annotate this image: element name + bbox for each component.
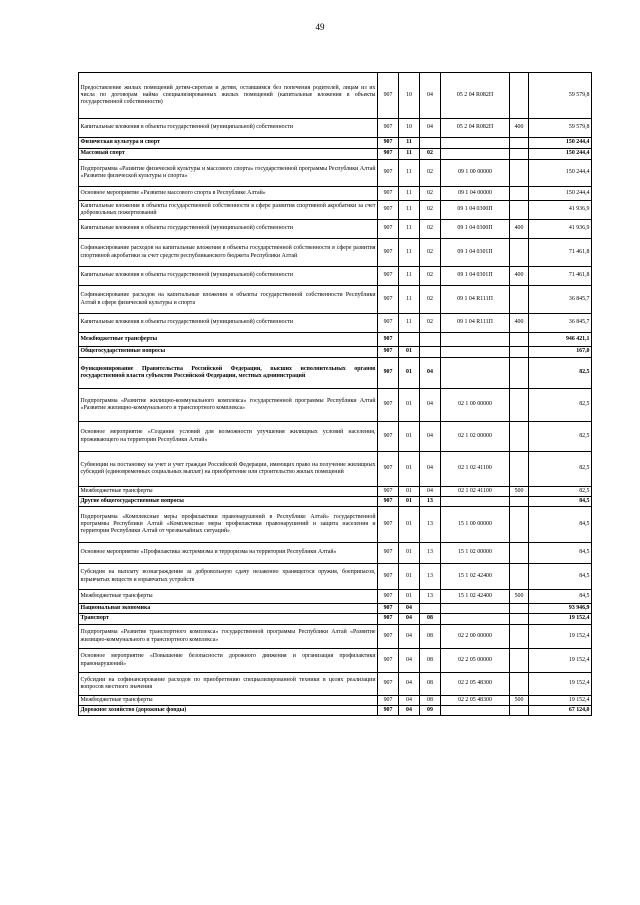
row-subsection: 08	[420, 673, 441, 696]
table-row	[79, 149, 592, 160]
row-section: 01	[399, 590, 420, 604]
row-expense-type	[510, 333, 529, 347]
table-row	[79, 347, 592, 358]
row-section: 04	[399, 696, 420, 706]
row-name: Функционирование Правительства Российской Федерации, высших исполнительных органов государственной власти субъектов Российской Федерации, местных администраций	[79, 358, 378, 389]
row-subsection: 02	[420, 149, 441, 160]
row-expense-type	[510, 673, 529, 696]
row-subsection: 13	[420, 564, 441, 590]
row-expense-type	[510, 604, 529, 614]
row-subsection: 04	[420, 119, 441, 138]
row-expense-type	[510, 201, 529, 220]
row-amount: 82,5	[529, 358, 592, 389]
row-target-article: 09 1 04 0300П	[441, 201, 510, 220]
row-target-article: 09 1 04 00000	[441, 187, 510, 201]
row-grbs: 907	[378, 696, 399, 706]
row-amount: 84,5	[529, 497, 592, 507]
row-grbs: 907	[378, 138, 399, 149]
row-section: 04	[399, 706, 420, 716]
table-row	[79, 187, 592, 201]
table-row	[79, 590, 592, 604]
row-expense-type: 400	[510, 119, 529, 138]
row-target-article: 05 2 04 R082П	[441, 119, 510, 138]
row-subsection: 04	[420, 452, 441, 487]
row-name: Подпрограмма «Развитие физической культуры и массового спорта» государственной программы Республики Алтай «Развитие физической культуры и спорта»	[79, 160, 378, 187]
row-target-article	[441, 333, 510, 347]
row-amount: 946 421,1	[529, 333, 592, 347]
row-name: Субсидия на выплату вознаграждения за добровольную сдачу незаконно хранящегося оружия, боеприпасов, взрывчатых веществ и взрывчатых устройств	[79, 564, 378, 590]
row-target-article: 09 1 00 00000	[441, 160, 510, 187]
row-name: Софинансирование расходов на капитальные вложения в объекты государственной собственности Республики Алтай в сфере физической культуры и спорта	[79, 286, 378, 314]
table-row	[79, 696, 592, 706]
row-subsection	[420, 347, 441, 358]
row-section: 11	[399, 267, 420, 286]
row-amount: 82,5	[529, 452, 592, 487]
row-target-article: 02 1 00 00000	[441, 389, 510, 422]
row-target-article: 02 2 05 48300	[441, 673, 510, 696]
row-amount: 84,5	[529, 564, 592, 590]
row-section: 01	[399, 543, 420, 564]
table-row	[79, 314, 592, 333]
row-target-article: 15 1 02 42400	[441, 590, 510, 604]
row-target-article	[441, 604, 510, 614]
row-expense-type	[510, 187, 529, 201]
row-grbs: 907	[378, 286, 399, 314]
page-number: 49	[315, 22, 325, 32]
row-expense-type	[510, 543, 529, 564]
row-expense-type	[510, 239, 529, 267]
row-target-article: 15 1 02 42400	[441, 564, 510, 590]
table-row	[79, 286, 592, 314]
row-amount: 93 946,9	[529, 604, 592, 614]
table-row	[79, 119, 592, 138]
row-amount: 67 124,0	[529, 706, 592, 716]
row-grbs: 907	[378, 187, 399, 201]
row-subsection: 02	[420, 187, 441, 201]
row-expense-type: 400	[510, 314, 529, 333]
row-section: 11	[399, 138, 420, 149]
row-target-article: 02 2 05 48300	[441, 696, 510, 706]
row-name: Межбюджетные трансферты	[79, 590, 378, 604]
row-subsection: 04	[420, 73, 441, 119]
row-name: Межбюджетные трансферты	[79, 333, 378, 347]
row-amount: 41 936,9	[529, 201, 592, 220]
row-expense-type	[510, 73, 529, 119]
row-name: Подпрограмма «Развитие транспортного комплекса» государственной программы Республики Алтай «Развитие жилищно-коммунального и транспортного комплекса»	[79, 625, 378, 649]
row-target-article	[441, 358, 510, 389]
row-target-article: 02 1 02 41100	[441, 452, 510, 487]
row-grbs: 907	[378, 267, 399, 286]
row-name: Основное мероприятие «Развитие массового спорта в Республике Алтай»	[79, 187, 378, 201]
row-subsection: 13	[420, 497, 441, 507]
table-row	[79, 706, 592, 716]
table-row	[79, 73, 592, 119]
row-grbs: 907	[378, 564, 399, 590]
row-grbs: 907	[378, 314, 399, 333]
table-row	[79, 201, 592, 220]
row-section: 01	[399, 422, 420, 452]
row-amount: 71 461,8	[529, 239, 592, 267]
row-expense-type	[510, 497, 529, 507]
row-amount: 82,5	[529, 487, 592, 497]
row-expense-type	[510, 564, 529, 590]
table-row	[79, 614, 592, 625]
row-subsection: 04	[420, 487, 441, 497]
budget-table	[78, 72, 592, 716]
row-section: 10	[399, 73, 420, 119]
row-section: 01	[399, 347, 420, 358]
table-row	[79, 358, 592, 389]
row-name: Другие общегосударственные вопросы	[79, 497, 378, 507]
row-section: 10	[399, 119, 420, 138]
row-expense-type	[510, 389, 529, 422]
row-name: Капитальные вложения в объекты государственной (муниципальной) собственности	[79, 314, 378, 333]
row-name: Общегосударственные вопросы	[79, 347, 378, 358]
table-row	[79, 673, 592, 696]
row-grbs: 907	[378, 73, 399, 119]
row-target-article: 09 1 04 R111П	[441, 286, 510, 314]
table-row	[79, 389, 592, 422]
table-row	[79, 543, 592, 564]
row-name: Основное мероприятие «Профилактика экстремизма и терроризма на территории Республики Алтай»	[79, 543, 378, 564]
row-section: 11	[399, 220, 420, 239]
row-section: 01	[399, 497, 420, 507]
row-subsection: 02	[420, 286, 441, 314]
row-expense-type	[510, 649, 529, 673]
row-grbs: 907	[378, 543, 399, 564]
row-section: 11	[399, 286, 420, 314]
row-section: 01	[399, 564, 420, 590]
row-expense-type	[510, 138, 529, 149]
row-section: 11	[399, 187, 420, 201]
row-section: 11	[399, 149, 420, 160]
row-name: Массовый спорт	[79, 149, 378, 160]
table-row	[79, 267, 592, 286]
row-name: Физическая культура и спорт	[79, 138, 378, 149]
row-name: Субсидии на софинансирование расходов по приобретению специализированной техники в целях реализации вопросов местного значения	[79, 673, 378, 696]
row-expense-type	[510, 286, 529, 314]
row-subsection: 04	[420, 389, 441, 422]
row-grbs: 907	[378, 389, 399, 422]
row-target-article: 09 1 04 0300П	[441, 220, 510, 239]
row-name: Капитальные вложения в объекты государственной (муниципальной) собственности	[79, 220, 378, 239]
table-row	[79, 507, 592, 543]
row-subsection: 04	[420, 358, 441, 389]
row-subsection: 13	[420, 590, 441, 604]
row-grbs: 907	[378, 487, 399, 497]
row-target-article: 05 2 04 R082П	[441, 73, 510, 119]
row-section: 04	[399, 604, 420, 614]
row-grbs: 907	[378, 119, 399, 138]
row-amount: 82,5	[529, 422, 592, 452]
row-name: Софинансирование расходов на капитальные вложения в объекты государственной собственности в сфере развития спортивной акробатики за счет средств республиканского бюджета Республики Алтай	[79, 239, 378, 267]
row-name: Межбюджетные трансферты	[79, 487, 378, 497]
row-amount: 36 845,7	[529, 314, 592, 333]
row-target-article	[441, 149, 510, 160]
row-subsection	[420, 138, 441, 149]
row-section: 04	[399, 673, 420, 696]
row-amount: 19 152,4	[529, 614, 592, 625]
row-expense-type	[510, 614, 529, 625]
row-grbs: 907	[378, 347, 399, 358]
row-amount: 59 579,8	[529, 119, 592, 138]
row-subsection: 02	[420, 220, 441, 239]
table-row	[79, 487, 592, 497]
row-grbs: 907	[378, 239, 399, 267]
table-row	[79, 604, 592, 614]
table-row	[79, 160, 592, 187]
row-expense-type	[510, 706, 529, 716]
row-grbs: 907	[378, 649, 399, 673]
row-section: 01	[399, 452, 420, 487]
row-grbs: 907	[378, 507, 399, 543]
row-grbs: 907	[378, 625, 399, 649]
row-amount: 19 152,4	[529, 673, 592, 696]
row-grbs: 907	[378, 149, 399, 160]
row-section: 11	[399, 201, 420, 220]
row-subsection: 08	[420, 614, 441, 625]
row-subsection	[420, 333, 441, 347]
row-grbs: 907	[378, 422, 399, 452]
row-name: Межбюджетные трансферты	[79, 696, 378, 706]
row-subsection: 04	[420, 422, 441, 452]
row-subsection: 02	[420, 201, 441, 220]
row-section	[399, 333, 420, 347]
row-target-article	[441, 138, 510, 149]
row-name: Субвенции на постановку на учет и учет граждан Российской Федерации, имеющих право на получение жилищных субсидий (единовременных социальных выплат) на приобретение или строительство жилых помещений	[79, 452, 378, 487]
row-expense-type	[510, 625, 529, 649]
row-amount: 19 152,4	[529, 649, 592, 673]
row-section: 04	[399, 649, 420, 673]
table-row	[79, 497, 592, 507]
row-subsection	[420, 604, 441, 614]
row-expense-type	[510, 422, 529, 452]
row-name: Основное мероприятие «Повышение безопасности дорожного движения и организация профилактики правонарушений»	[79, 649, 378, 673]
row-target-article: 02 2 00 00000	[441, 625, 510, 649]
row-name: Подпрограмма «Комплексные меры профилактики правонарушений в Республике Алтай» государственной программы Республики Алтай «Комплексные меры профилактики правонарушений и защита населения и территории Республики Алтай от чрезвычайных ситуаций»	[79, 507, 378, 543]
table-row	[79, 649, 592, 673]
row-amount: 150 244,4	[529, 187, 592, 201]
row-section: 04	[399, 625, 420, 649]
row-expense-type	[510, 507, 529, 543]
table-row	[79, 564, 592, 590]
row-expense-type	[510, 149, 529, 160]
row-expense-type: 400	[510, 267, 529, 286]
row-section: 01	[399, 389, 420, 422]
row-amount: 150 244,4	[529, 149, 592, 160]
row-amount: 41 936,9	[529, 220, 592, 239]
row-amount: 84,5	[529, 543, 592, 564]
table-row	[79, 625, 592, 649]
row-subsection: 09	[420, 706, 441, 716]
row-name: Капитальные вложения в объекты государственной собственности в сфере развития спортивной акробатики за счет добровольных пожертвований	[79, 201, 378, 220]
row-expense-type: 500	[510, 590, 529, 604]
row-grbs: 907	[378, 201, 399, 220]
row-grbs: 907	[378, 604, 399, 614]
row-expense-type: 500	[510, 696, 529, 706]
row-section: 11	[399, 160, 420, 187]
row-target-article	[441, 706, 510, 716]
table-row	[79, 452, 592, 487]
row-grbs: 907	[378, 333, 399, 347]
row-grbs: 907	[378, 614, 399, 625]
row-grbs: 907	[378, 220, 399, 239]
row-target-article: 09 1 04 0301П	[441, 239, 510, 267]
row-target-article: 09 1 04 R111П	[441, 314, 510, 333]
row-expense-type: 500	[510, 487, 529, 497]
row-expense-type	[510, 358, 529, 389]
row-amount: 19 152,4	[529, 625, 592, 649]
table-row	[79, 239, 592, 267]
row-amount: 150 244,4	[529, 138, 592, 149]
row-target-article: 15 1 02 00000	[441, 543, 510, 564]
row-target-article	[441, 347, 510, 358]
row-section: 01	[399, 507, 420, 543]
row-name: Подпрограмма «Развитие жилищно-коммунального комплекса» государственной программы Республики Алтай «Развитие жилищно-коммунального и транспортного комплекса»	[79, 389, 378, 422]
table-row	[79, 138, 592, 149]
row-section: 01	[399, 358, 420, 389]
row-subsection: 02	[420, 239, 441, 267]
row-subsection: 02	[420, 314, 441, 333]
row-grbs: 907	[378, 590, 399, 604]
row-amount: 167,0	[529, 347, 592, 358]
row-expense-type: 400	[510, 220, 529, 239]
row-name: Основное мероприятие «Создание условий для возможности улучшения жилищных условий населения, проживающего на территории Республики Алтай»	[79, 422, 378, 452]
row-subsection: 02	[420, 267, 441, 286]
row-amount: 82,5	[529, 389, 592, 422]
table-row	[79, 333, 592, 347]
row-name: Капитальные вложения в объекты государственной (муниципальной) собственности	[79, 119, 378, 138]
table-row	[79, 220, 592, 239]
row-amount: 19 152,4	[529, 696, 592, 706]
row-section: 11	[399, 314, 420, 333]
row-subsection: 02	[420, 160, 441, 187]
row-amount: 84,5	[529, 590, 592, 604]
row-grbs: 907	[378, 673, 399, 696]
row-grbs: 907	[378, 497, 399, 507]
row-amount: 150 244,4	[529, 160, 592, 187]
row-expense-type	[510, 160, 529, 187]
row-section: 01	[399, 487, 420, 497]
row-target-article	[441, 614, 510, 625]
row-target-article: 15 1 00 00000	[441, 507, 510, 543]
row-target-article: 09 1 04 0301П	[441, 267, 510, 286]
row-name: Предоставление жилых помещений детям-сиротам и детям, оставшимся без попечения родителей, лицам из их числа по договорам найма специализированных жилых помещений (капитальные вложения в объекты государственной собственности)	[79, 73, 378, 119]
row-target-article: 02 1 02 41100	[441, 487, 510, 497]
row-subsection: 08	[420, 625, 441, 649]
row-expense-type	[510, 347, 529, 358]
row-grbs: 907	[378, 706, 399, 716]
row-subsection: 13	[420, 507, 441, 543]
row-grbs: 907	[378, 160, 399, 187]
row-name: Дорожное хозяйство (дорожные фонды)	[79, 706, 378, 716]
row-amount: 71 461,8	[529, 267, 592, 286]
row-name: Капитальные вложения в объекты государственной (муниципальной) собственности	[79, 267, 378, 286]
row-name: Национальная экономика	[79, 604, 378, 614]
row-subsection: 13	[420, 543, 441, 564]
row-subsection: 08	[420, 696, 441, 706]
row-section: 11	[399, 239, 420, 267]
row-target-article: 02 2 05 00000	[441, 649, 510, 673]
row-target-article: 02 1 02 00000	[441, 422, 510, 452]
row-amount: 36 845,7	[529, 286, 592, 314]
row-amount: 84,5	[529, 507, 592, 543]
row-grbs: 907	[378, 358, 399, 389]
row-name: Транспорт	[79, 614, 378, 625]
row-grbs: 907	[378, 452, 399, 487]
table-row	[79, 422, 592, 452]
row-target-article	[441, 497, 510, 507]
row-amount: 59 579,8	[529, 73, 592, 119]
row-expense-type	[510, 452, 529, 487]
row-section: 04	[399, 614, 420, 625]
row-subsection: 08	[420, 649, 441, 673]
